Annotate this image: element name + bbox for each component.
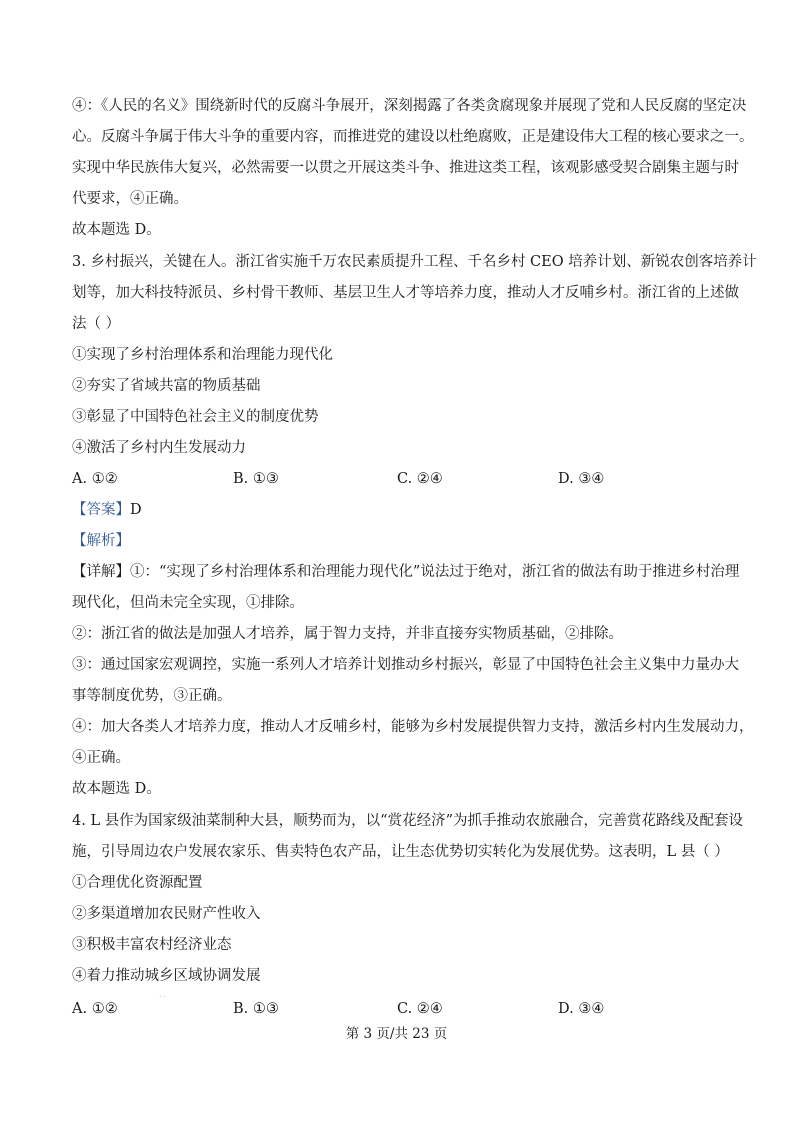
- answer-label: 【答案】: [72, 502, 130, 518]
- q4-stem: [72, 842, 732, 862]
- detail-label: 【详解】: [72, 564, 130, 580]
- stray-mark: ˙˙: [158, 996, 167, 1006]
- q3-item: ①实现了乡村治理体系和治理能力现代化: [72, 347, 333, 363]
- q4-option-b: B. ①③: [233, 1001, 279, 1017]
- q2-analysis-line: ④：《人民的名义》围绕新时代的反腐斗争展开，深刻揭露了各类贪腐现象并展现了党和人民反腐的坚定决: [72, 98, 747, 114]
- q2-analysis-line: 代要求，④正确。: [72, 191, 188, 207]
- q3-stem: 划等，加大科技特派员、乡村骨干教师、基层卫生人才等培养力度，推动人才反哺乡村。浙江省的上述做: [72, 285, 739, 301]
- q3-item: ②夯实了省域共富的物质基础: [72, 378, 261, 394]
- q4-stem: 4. L 县作为国家级油菜制种大县，顺势而为，以“赏花经济”为抓手推动农旅融合，完善赏花路线及配套设: [72, 813, 744, 829]
- q4-stem-text: 施，引导周边农户发展农家乐、售卖特色农产品，让生态优势切实转化为发展优势。这表明，L 县: [72, 844, 696, 860]
- q3-option-d: D. ③④: [558, 471, 605, 487]
- q3-option-a: A. ①②: [72, 471, 118, 487]
- q3-detail-line: ④正确。: [72, 750, 130, 766]
- q3-detail-line: ③：通过国家宏观调控，实施一系列人才培养计划推动乡村振兴，彰显了中国特色社会主义集中力量办大: [72, 657, 739, 673]
- q4-option-c: C. ②④: [397, 1001, 443, 1017]
- q3-options: [72, 469, 732, 489]
- q3-item: ④激活了乡村内生发展动力: [72, 440, 246, 456]
- q3-option-c: C. ②④: [397, 471, 443, 487]
- q4-option-d: D. ③④: [558, 1001, 605, 1017]
- q4-option-a: A. ①②: [72, 1001, 118, 1017]
- q3-stem: 法（ ）: [72, 316, 121, 332]
- q3-conclusion: 故本题选 D。: [72, 781, 161, 797]
- q3-detail-line: ②：浙江省的做法是加强人才培养，属于智力支持，并非直接夯实物质基础，②排除。: [72, 626, 623, 642]
- q3-analysis-heading: [72, 531, 732, 551]
- q3-detail-line: [72, 562, 740, 582]
- detail-text: ①：“实现了乡村治理体系和治理能力现代化”说法过于绝对，浙江省的做法有助于推进乡村治理: [130, 564, 740, 580]
- q4-item: ①合理优化资源配置: [72, 875, 203, 891]
- q3-detail-line: ④：加大各类人才培养力度，推动人才反哺乡村，能够为乡村发展提供智力支持，激活乡村内生发展动力，: [72, 719, 754, 735]
- q3-detail-line: 事等制度优势，③正确。: [72, 688, 232, 704]
- q2-analysis-line: 实现中华民族伟大复兴，必然需要一以贯之开展这类斗争、推进这类工程，该观影感受契合剧集主题与时: [72, 160, 739, 176]
- q4-item: ②多渠道增加农民财产性收入: [72, 906, 261, 922]
- q4-options: [72, 999, 732, 1019]
- q2-conclusion: 故本题选 D。: [72, 222, 161, 238]
- q3-detail-line: 现代化，但尚未完全实现，①排除。: [72, 595, 304, 611]
- analysis-label: 【解析】: [72, 533, 130, 549]
- q2-analysis-line: 心。反腐斗争属于伟大斗争的重要内容，而推进党的建设以杜绝腐败，正是建设伟大工程的核心要求之一。: [72, 129, 754, 145]
- q4-item: ③积极丰富农村经济业态: [72, 937, 232, 953]
- q3-option-b: B. ①③: [233, 471, 279, 487]
- answer-value: D: [130, 502, 142, 518]
- q3-answer: [72, 500, 732, 520]
- q4-stem-bracket: （ ）: [695, 844, 729, 860]
- q3-item: ③彰显了中国特色社会主义的制度优势: [72, 409, 319, 425]
- q4-item: ④着力推动城乡区域协调发展: [72, 968, 261, 984]
- q3-stem: 3. 乡村振兴，关键在人。浙江省实施千万农民素质提升工程、千名乡村 CEO 培养计划、新锐农创客培养计: [72, 254, 757, 270]
- page-footer: 第 3 页/共 23 页: [345, 1026, 448, 1042]
